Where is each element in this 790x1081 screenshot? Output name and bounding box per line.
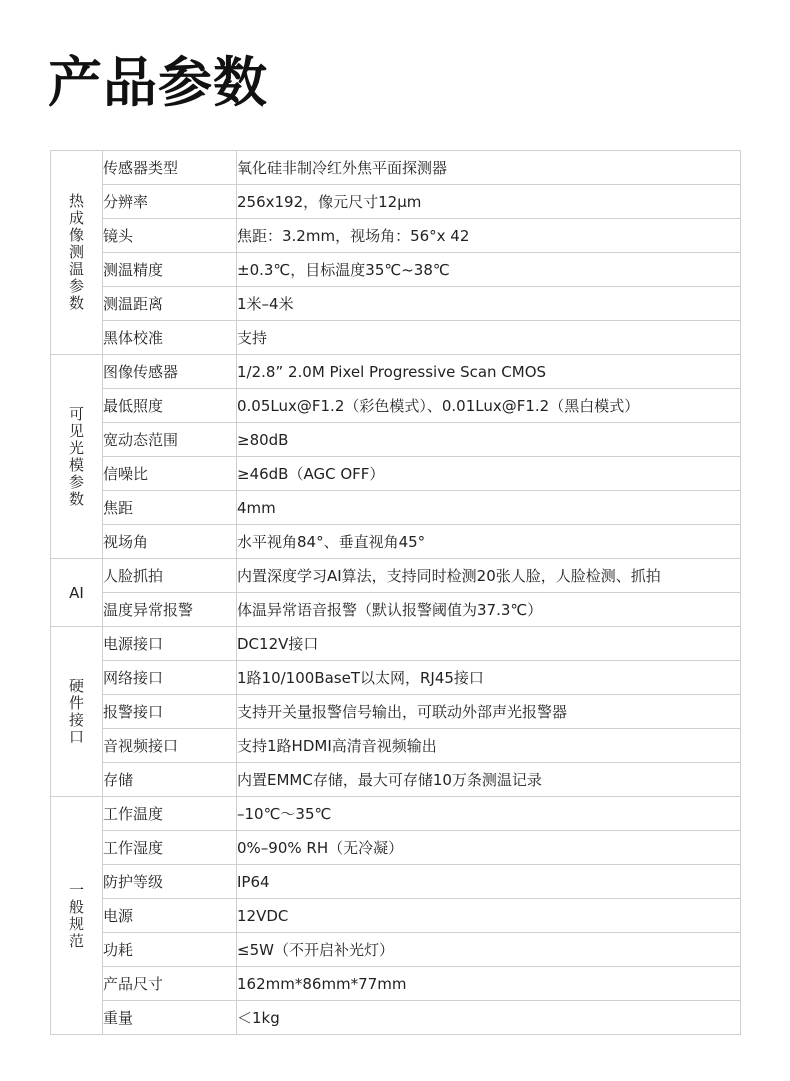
table-row <box>51 1001 741 1035</box>
table-row <box>51 661 741 695</box>
param-value: ≤5W（不开启补光灯） <box>237 933 741 967</box>
param-value: 1/2.8” 2.0M Pixel Progressive Scan CMOS <box>237 355 741 389</box>
param-value: 0%–90% RH（无冷凝） <box>237 831 741 865</box>
param-name: 报警接口 <box>103 695 237 729</box>
table-row <box>51 389 741 423</box>
table-row <box>51 695 741 729</box>
param-name: 网络接口 <box>103 661 237 695</box>
table-row <box>51 219 741 253</box>
param-value: 支持1路HDMI高清音视频输出 <box>237 729 741 763</box>
param-value: 162mm*86mm*77mm <box>237 967 741 1001</box>
table-row <box>51 559 741 593</box>
param-name: 电源 <box>103 899 237 933</box>
table-row <box>51 627 741 661</box>
table-row <box>51 899 741 933</box>
param-name: 镜头 <box>103 219 237 253</box>
param-value: ±0.3℃，目标温度35℃~38℃ <box>237 253 741 287</box>
param-value: 焦距：3.2mm，视场角：56°x 42 <box>237 219 741 253</box>
param-value: IP64 <box>237 865 741 899</box>
table-row <box>51 729 741 763</box>
table-row <box>51 797 741 831</box>
param-name: 信噪比 <box>103 457 237 491</box>
category-label: AI <box>69 583 84 602</box>
param-value: 内置深度学习AI算法，支持同时检测20张人脸，人脸检测、抓拍 <box>237 559 741 593</box>
param-name: 黑体校准 <box>103 321 237 355</box>
table-row <box>51 865 741 899</box>
category-label: 可见光模参数 <box>68 404 84 508</box>
spec-table-body <box>51 151 741 1035</box>
param-value: 256x192，像元尺寸12μm <box>237 185 741 219</box>
spec-table <box>50 150 741 1035</box>
param-name: 温度异常报警 <box>103 593 237 627</box>
category-label: 一般规范 <box>68 880 84 950</box>
table-row <box>51 287 741 321</box>
param-value: 水平视角84°、垂直视角45° <box>237 525 741 559</box>
param-value: ＜1kg <box>237 1001 741 1035</box>
param-name: 重量 <box>103 1001 237 1035</box>
param-value: 支持 <box>237 321 741 355</box>
param-name: 传感器类型 <box>103 151 237 185</box>
param-value: 1路10/100BaseT以太网，RJ45接口 <box>237 661 741 695</box>
category-cell <box>51 151 103 355</box>
table-row <box>51 967 741 1001</box>
param-name: 视场角 <box>103 525 237 559</box>
param-value: 4mm <box>237 491 741 525</box>
param-name: 防护等级 <box>103 865 237 899</box>
param-name: 图像传感器 <box>103 355 237 389</box>
param-value: 氧化硅非制冷红外焦平面探测器 <box>237 151 741 185</box>
category-cell <box>51 627 103 797</box>
table-row <box>51 185 741 219</box>
param-name: 宽动态范围 <box>103 423 237 457</box>
category-cell <box>51 355 103 559</box>
param-value: ≥80dB <box>237 423 741 457</box>
table-row <box>51 525 741 559</box>
param-value: –10℃～35℃ <box>237 797 741 831</box>
table-row <box>51 253 741 287</box>
param-name: 焦距 <box>103 491 237 525</box>
param-name: 产品尺寸 <box>103 967 237 1001</box>
param-value: 1米–4米 <box>237 287 741 321</box>
table-row <box>51 763 741 797</box>
param-value: 体温异常语音报警（默认报警阈值为37.3℃） <box>237 593 741 627</box>
param-value: 内置EMMC存储，最大可存储10万条测温记录 <box>237 763 741 797</box>
table-row <box>51 355 741 389</box>
param-name: 测温距离 <box>103 287 237 321</box>
param-name: 最低照度 <box>103 389 237 423</box>
category-label: 热成像测温参数 <box>68 192 84 312</box>
table-row <box>51 831 741 865</box>
param-value: 0.05Lux@F1.2（彩色模式）、0.01Lux@F1.2（黑白模式） <box>237 389 741 423</box>
param-name: 工作湿度 <box>103 831 237 865</box>
table-row <box>51 151 741 185</box>
table-row <box>51 593 741 627</box>
param-name: 工作温度 <box>103 797 237 831</box>
category-cell <box>51 797 103 1035</box>
param-name: 电源接口 <box>103 627 237 661</box>
param-name: 功耗 <box>103 933 237 967</box>
param-name: 存储 <box>103 763 237 797</box>
table-row <box>51 321 741 355</box>
table-row <box>51 933 741 967</box>
table-row <box>51 491 741 525</box>
table-row <box>51 457 741 491</box>
param-value: 支持开关量报警信号输出，可联动外部声光报警器 <box>237 695 741 729</box>
table-row <box>51 423 741 457</box>
page-title: 产品参数 <box>48 51 268 114</box>
param-name: 分辨率 <box>103 185 237 219</box>
category-label: 硬件接口 <box>68 676 84 746</box>
param-name: 人脸抓拍 <box>103 559 237 593</box>
category-cell <box>51 559 103 627</box>
param-value: ≥46dB（AGC OFF） <box>237 457 741 491</box>
param-value: 12VDC <box>237 899 741 933</box>
param-value: DC12V接口 <box>237 627 741 661</box>
param-name: 音视频接口 <box>103 729 237 763</box>
param-name: 测温精度 <box>103 253 237 287</box>
